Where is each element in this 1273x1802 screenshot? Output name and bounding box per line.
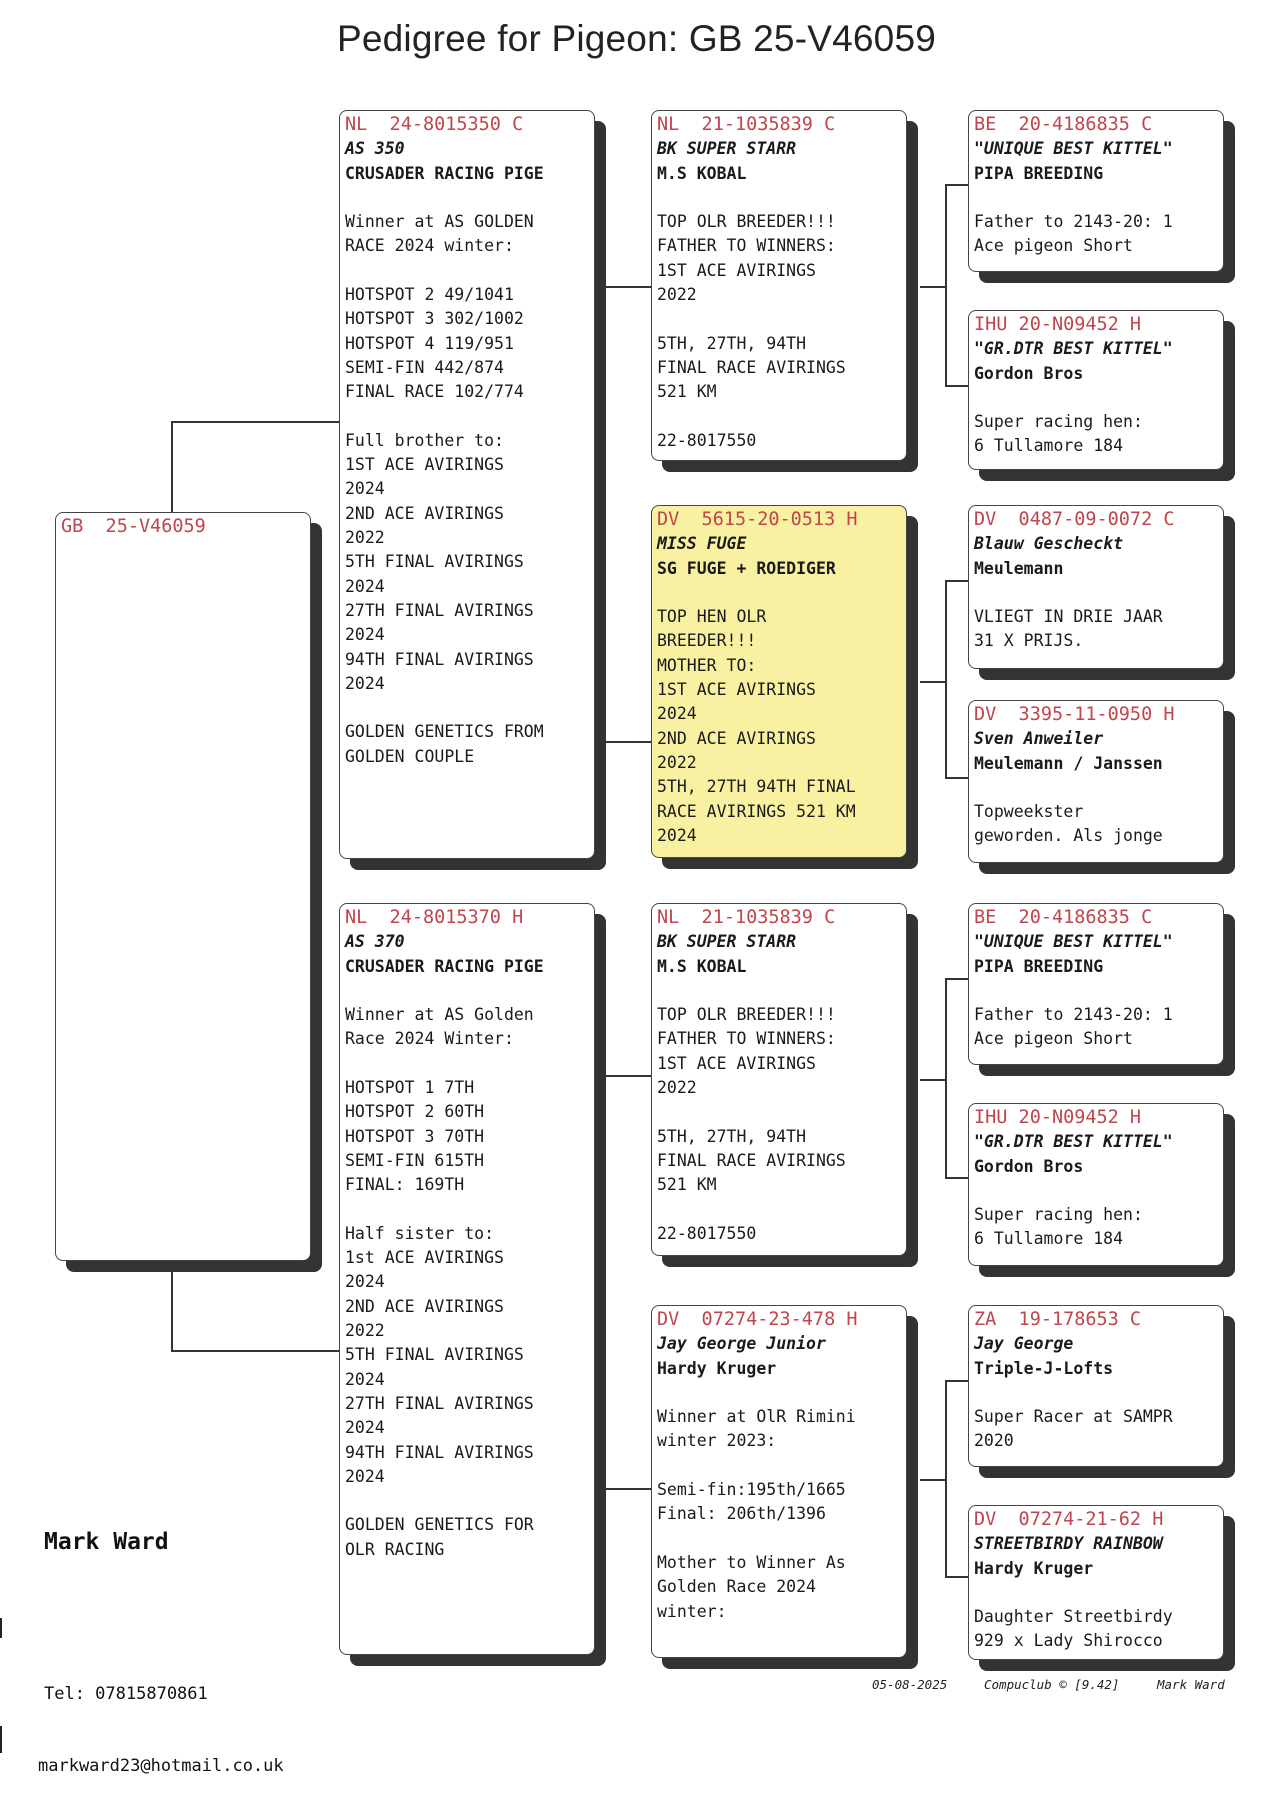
scan-mark [0, 1618, 2, 1638]
connector [945, 385, 968, 387]
footer-date: 05-08-2025 [872, 1677, 948, 1692]
note-line: winter: [657, 1601, 727, 1621]
note-line [974, 1581, 1218, 1605]
note-line [974, 186, 1218, 210]
pigeon-name: BK SUPER STARR [657, 139, 797, 159]
note-line [345, 259, 589, 283]
breeder-name: M.S KOBAL [657, 956, 747, 976]
note-line: OLR RACING [345, 1539, 445, 1559]
ring-number: DV 3395-11-0950 H [974, 704, 1175, 725]
breeder-name: Triple-J-Lofts [974, 1358, 1114, 1378]
breeder-name: Hardy Kruger [974, 1558, 1094, 1578]
note-line: GOLDEN COUPLE [345, 746, 475, 766]
note-line: winter 2023: [657, 1431, 777, 1451]
note-line: HOTSPOT 3 302/1002 [345, 309, 524, 329]
connector [600, 741, 651, 743]
ggp-card [968, 903, 1224, 1065]
note-line: GOLDEN GENETICS FOR [345, 1515, 534, 1535]
owner-name: Mark Ward [44, 1529, 169, 1555]
pigeon-name: STREETBIRDY RAINBOW [974, 1534, 1163, 1554]
ggp-card [968, 1505, 1224, 1660]
breeder-name: CRUSADER RACING PIGE [345, 163, 544, 183]
connector [171, 1270, 173, 1351]
note-line: 2022 [345, 528, 385, 548]
note-line: Full brother to: [345, 430, 504, 450]
pigeon-name: "UNIQUE BEST KITTEL" [974, 139, 1173, 159]
sire-sire-card [651, 110, 907, 461]
note-line: RACE 2024 winter: [345, 236, 514, 256]
ring-number: NL 21-1035839 C [657, 907, 836, 928]
pigeon-name: Jay George [974, 1334, 1074, 1354]
breeder-name: PIPA BREEDING [974, 163, 1104, 183]
ring-number: GB 25-V46059 [61, 516, 206, 537]
ggp-card [968, 110, 1224, 272]
note-line [345, 1198, 589, 1222]
note-line [345, 1052, 589, 1076]
note-line: 6 Tullamore 184 [974, 1229, 1124, 1249]
connector [600, 1075, 602, 1490]
pigeon-name: Jay George Junior [657, 1334, 826, 1354]
note-line: Half sister to: [345, 1223, 495, 1243]
note-line: FINAL RACE 102/774 [345, 382, 524, 402]
ggp-card [968, 700, 1224, 863]
footer-software: Compuclub © [9.42] [984, 1677, 1120, 1692]
note-line: 2024 [345, 673, 385, 693]
connector [945, 978, 968, 980]
connector [945, 1576, 968, 1578]
note-line: 2024 [657, 704, 697, 724]
breeder-name: Gordon Bros [974, 363, 1084, 383]
note-line: Father to 2143-20: 1 [974, 212, 1173, 232]
breeder-name: Meulemann / Janssen [974, 753, 1163, 773]
pigeon-name: Sven Anweiler [974, 729, 1104, 749]
note-line: 5TH, 27TH, 94TH [657, 333, 807, 353]
note-line: 2ND ACE AVIRINGS [345, 503, 504, 523]
note-line: RACE AVIRINGS 521 KM [657, 801, 856, 821]
note-line [974, 386, 1218, 410]
note-line [974, 1179, 1218, 1203]
ggp-card [968, 310, 1224, 470]
breeder-name: Hardy Kruger [657, 1358, 777, 1378]
note-line: Super racing hen: [974, 412, 1143, 432]
connector [920, 1479, 946, 1481]
note-line: Semi-fin:195th/1665 [657, 1480, 846, 1500]
note-line: 1ST ACE AVIRINGS [657, 680, 816, 700]
ring-number: DV 5615-20-0513 H [657, 509, 858, 530]
connector [945, 978, 947, 1179]
note-line [657, 1198, 901, 1222]
note-line: 1ST ACE AVIRINGS [657, 1053, 816, 1073]
note-line: 2024 [345, 479, 385, 499]
note-line: Super racing hen: [974, 1205, 1143, 1225]
note-line: TOP OLR BREEDER!!! [657, 1005, 836, 1025]
note-line [657, 1100, 901, 1124]
note-line: geworden. Als jonge [974, 826, 1163, 846]
breeder-name: Gordon Bros [974, 1156, 1084, 1176]
note-line [345, 979, 589, 1003]
note-line: Topweekster [974, 802, 1084, 822]
note-line [657, 979, 901, 1003]
note-line: SEMI-FIN 615TH [345, 1150, 485, 1170]
note-line: FATHER TO WINNERS: [657, 1029, 836, 1049]
note-line [657, 1527, 901, 1551]
note-line: 27TH FINAL AVIRINGS [345, 600, 534, 620]
note-line: 2022 [657, 1078, 697, 1098]
note-line: FATHER TO WINNERS: [657, 236, 836, 256]
note-line: 2024 [345, 1466, 385, 1486]
note-line: HOTSPOT 1 7TH [345, 1078, 475, 1098]
connector [600, 286, 602, 742]
note-line: 2020 [974, 1431, 1014, 1451]
note-line: Mother to Winner As [657, 1552, 846, 1572]
note-line: 1ST ACE AVIRINGS [657, 260, 816, 280]
ggp-card [968, 505, 1224, 669]
note-line: HOTSPOT 2 49/1041 [345, 285, 514, 305]
connector [945, 184, 947, 387]
note-line: Winner at AS GOLDEN [345, 212, 534, 232]
note-line [657, 581, 901, 605]
note-line [974, 979, 1218, 1003]
note-line: Daughter Streetbirdy [974, 1607, 1173, 1627]
note-line: 2024 [657, 825, 697, 845]
note-line: Winner at OlR Rimini [657, 1407, 856, 1427]
note-line: 31 X PRIJS. [974, 631, 1084, 651]
ring-number: IHU 20-N09452 H [974, 1107, 1142, 1128]
connector [945, 777, 968, 779]
pigeon-name: "GR.DTR BEST KITTEL" [974, 339, 1173, 359]
note-line: 2024 [345, 625, 385, 645]
breeder-name: CRUSADER RACING PIGE [345, 956, 544, 976]
note-line: Race 2024 Winter: [345, 1029, 514, 1049]
note-line: TOP HEN OLR [657, 607, 767, 627]
note-line: 94TH FINAL AVIRINGS [345, 1442, 534, 1462]
footer-author: Mark Ward [1157, 1677, 1225, 1692]
ring-number: IHU 20-N09452 H [974, 314, 1142, 335]
ring-number: DV 07274-23-478 H [657, 1309, 858, 1330]
note-line: 27TH FINAL AVIRINGS [345, 1393, 534, 1413]
connector [920, 1079, 946, 1081]
note-line [345, 186, 589, 210]
note-line: BREEDER!!! [657, 631, 757, 651]
note-line: MOTHER TO: [657, 655, 757, 675]
note-line: 1ST ACE AVIRINGS [345, 455, 504, 475]
note-line: 5TH, 27TH 94TH FINAL [657, 777, 856, 797]
connector [920, 286, 946, 288]
connector [600, 1075, 651, 1077]
dam-dam-card [651, 1305, 907, 1658]
ring-number: ZA 19-178653 C [974, 1309, 1142, 1330]
note-line: 6 Tullamore 184 [974, 436, 1124, 456]
note-line [345, 405, 589, 429]
note-line: SEMI-FIN 442/874 [345, 357, 504, 377]
breeder-name: Meulemann [974, 558, 1064, 578]
pigeon-name: AS 350 [345, 139, 405, 159]
note-line [974, 776, 1218, 800]
connector [945, 184, 968, 186]
note-line [974, 581, 1218, 605]
connector [945, 580, 947, 779]
ring-number: BE 20-4186835 C [974, 114, 1153, 135]
ring-number: NL 24-8015370 H [345, 907, 524, 928]
note-line: 929 x Lady Shirocco [974, 1631, 1163, 1651]
note-line: Ace pigeon Short [974, 236, 1133, 256]
scan-mark [0, 1726, 2, 1753]
note-line: 22-8017550 [657, 1223, 757, 1243]
note-line [657, 186, 901, 210]
note-line: HOTSPOT 4 119/951 [345, 333, 514, 353]
note-line: Golden Race 2024 [657, 1577, 816, 1597]
note-line: FINAL RACE AVIRINGS [657, 357, 846, 377]
pigeon-name: Blauw Gescheckt [974, 534, 1124, 554]
breeder-name: M.S KOBAL [657, 163, 747, 183]
note-line: FINAL RACE AVIRINGS [657, 1150, 846, 1170]
note-line: Super Racer at SAMPR [974, 1407, 1173, 1427]
note-line [657, 307, 901, 331]
sire-card [339, 110, 595, 859]
note-line: Winner at AS Golden [345, 1005, 534, 1025]
note-line: 5TH, 27TH, 94TH [657, 1126, 807, 1146]
note-line [657, 1381, 901, 1405]
note-line [974, 1381, 1218, 1405]
dam-sire-card [651, 903, 907, 1256]
contact-block [38, 1634, 284, 1802]
ring-number: BE 20-4186835 C [974, 907, 1153, 928]
note-line [657, 1454, 901, 1478]
note-line: HOTSPOT 3 70TH [345, 1126, 485, 1146]
pigeon-name: BK SUPER STARR [657, 932, 797, 952]
note-line: 2022 [345, 1321, 385, 1341]
breeder-name: SG FUGE + ROEDIGER [657, 558, 836, 578]
note-line: 5TH FINAL AVIRINGS [345, 1345, 524, 1365]
note-line: 2022 [657, 285, 697, 305]
breeder-name: PIPA BREEDING [974, 956, 1104, 976]
note-line: Ace pigeon Short [974, 1029, 1133, 1049]
connector [945, 1380, 947, 1578]
pigeon-name: "GR.DTR BEST KITTEL" [974, 1132, 1173, 1152]
note-line: GOLDEN GENETICS FROM [345, 722, 544, 742]
connector [945, 1177, 968, 1179]
note-line: Father to 2143-20: 1 [974, 1005, 1173, 1025]
connector [171, 421, 339, 423]
connector [920, 681, 946, 683]
connector [171, 1350, 339, 1352]
note-line: 94TH FINAL AVIRINGS [345, 649, 534, 669]
note-line: VLIEGT IN DRIE JAAR [974, 607, 1163, 627]
subject-card [55, 512, 311, 1261]
note-line: 1st ACE AVIRINGS [345, 1248, 504, 1268]
note-line: 2ND ACE AVIRINGS [657, 728, 816, 748]
note-line: 2ND ACE AVIRINGS [345, 1296, 504, 1316]
pigeon-name: "UNIQUE BEST KITTEL" [974, 932, 1173, 952]
dam-card [339, 903, 595, 1655]
note-line: 521 KM [657, 1175, 717, 1195]
note-line: 2024 [345, 576, 385, 596]
owner-phone: Tel: 07815870861 [44, 1684, 208, 1704]
note-line [345, 696, 589, 720]
ring-number: NL 21-1035839 C [657, 114, 836, 135]
connector [945, 1380, 968, 1382]
note-line: 2024 [345, 1272, 385, 1292]
note-line: 2024 [345, 1369, 385, 1389]
ggp-card [968, 1103, 1224, 1266]
note-line: 2022 [657, 752, 697, 772]
note-line [657, 405, 901, 429]
ring-number: NL 24-8015350 C [345, 114, 524, 135]
ring-number: DV 0487-09-0072 C [974, 509, 1175, 530]
note-line: 521 KM [657, 382, 717, 402]
note-line: 2024 [345, 1418, 385, 1438]
note-line: Final: 206th/1396 [657, 1504, 826, 1524]
pigeon-name: MISS FUGE [657, 534, 747, 554]
page-title: Pedigree for Pigeon: GB 25-V46059 [337, 18, 936, 59]
note-line: FINAL: 169TH [345, 1175, 465, 1195]
pigeon-name: AS 370 [345, 932, 405, 952]
note-line: 22-8017550 [657, 430, 757, 450]
ring-number: DV 07274-21-62 H [974, 1509, 1164, 1530]
connector [945, 580, 968, 582]
ggp-card [968, 1305, 1224, 1467]
note-line: HOTSPOT 2 60TH [345, 1102, 485, 1122]
connector [600, 286, 651, 288]
note-line: TOP OLR BREEDER!!! [657, 212, 836, 232]
owner-email: markward23@hotmail.co.uk [38, 1756, 284, 1776]
sire-dam-card [651, 505, 907, 858]
note-line: 5TH FINAL AVIRINGS [345, 552, 524, 572]
note-line [345, 1489, 589, 1513]
connector [600, 1488, 651, 1490]
